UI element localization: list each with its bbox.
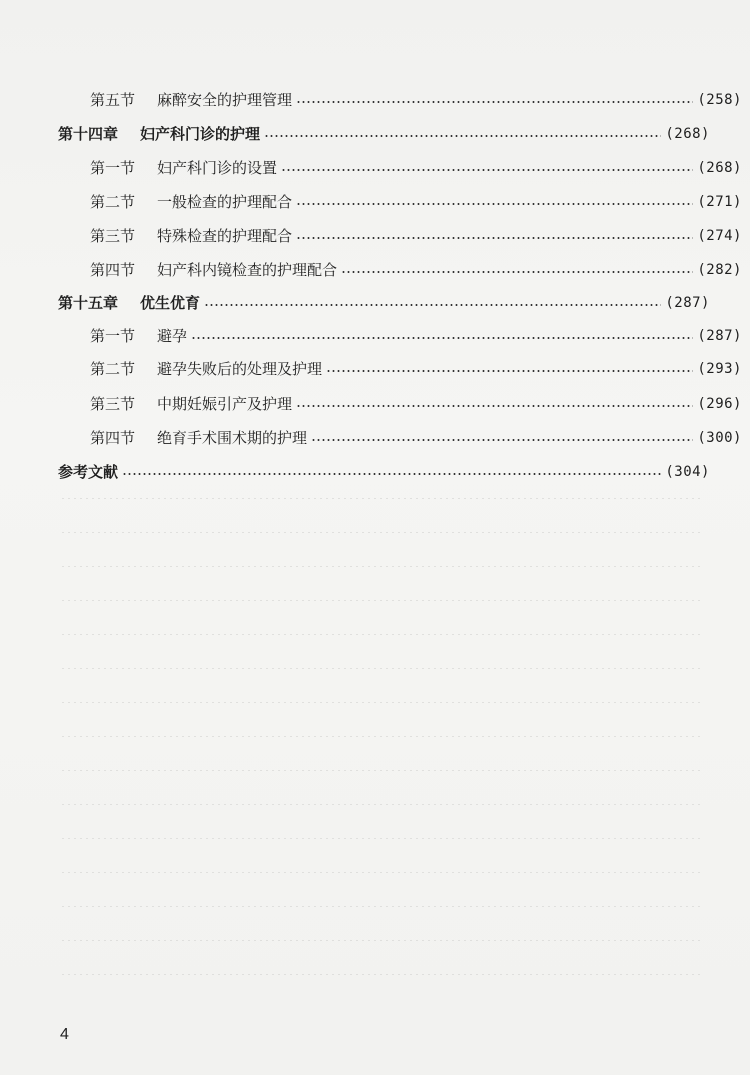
toc-entry-title: 避孕失败后的处理及护理	[157, 360, 323, 378]
toc-page-number: (271)	[697, 194, 742, 210]
toc-chapter-entry	[58, 122, 710, 146]
bleed-through-line	[60, 600, 700, 601]
bleed-through-line	[60, 634, 700, 635]
bleed-through-line	[60, 974, 700, 975]
toc-entry-title: 一般检查的护理配合	[157, 193, 293, 211]
toc-page-number: (296)	[697, 396, 742, 412]
bleed-through-line	[60, 702, 700, 703]
toc-section-entry	[58, 156, 742, 180]
toc-entry-number: 第三节	[90, 395, 136, 413]
toc-section-entry	[58, 426, 742, 450]
toc-section-entry	[58, 357, 742, 381]
toc-page-number: (282)	[697, 262, 742, 278]
bleed-through-line	[60, 838, 700, 839]
toc-entry-title: 绝育手术围术期的护理	[157, 429, 308, 447]
toc-entry-number: 第一节	[90, 159, 136, 177]
dot-leader	[296, 405, 693, 407]
dot-leader	[311, 439, 693, 441]
bleed-through-line	[60, 872, 700, 873]
toc-section-entry	[58, 392, 742, 416]
dot-leader	[296, 203, 693, 205]
toc-page-number: (258)	[697, 92, 742, 108]
dot-leader	[122, 473, 661, 475]
toc-page-number: (274)	[697, 228, 742, 244]
bleed-through-line	[60, 566, 700, 567]
dot-leader	[296, 101, 693, 103]
toc-entry-number: 第二节	[90, 193, 136, 211]
toc-chapter-entry	[58, 291, 710, 315]
bleed-through-line	[60, 532, 700, 533]
dot-leader	[191, 337, 693, 339]
toc-section-entry	[58, 258, 742, 282]
toc-entry-title: 麻醉安全的护理管理	[157, 91, 293, 109]
toc-entry-title: 妇产科门诊的设置	[157, 159, 278, 177]
toc-entry-title: 妇产科门诊的护理	[140, 125, 261, 143]
toc-entry-title: 优生优育	[140, 294, 201, 312]
toc-page-number: (293)	[697, 361, 742, 377]
toc-entry-number: 参考文献	[58, 463, 119, 481]
toc-entry-title: 特殊检查的护理配合	[157, 227, 293, 245]
toc-entry-number: 第二节	[90, 360, 136, 378]
toc-entry-number: 第十四章	[58, 125, 119, 143]
bleed-through-line	[60, 770, 700, 771]
dot-leader	[326, 370, 693, 372]
bleed-through-line	[60, 498, 700, 499]
toc-page-number: (268)	[697, 160, 742, 176]
bleed-through-line	[60, 736, 700, 737]
toc-page-number: (300)	[697, 430, 742, 446]
dot-leader	[264, 135, 661, 137]
toc-chapter-entry	[58, 460, 710, 484]
bleed-through-line	[60, 940, 700, 941]
bleed-through-line	[60, 668, 700, 669]
toc-entry-number: 第五节	[90, 91, 136, 109]
toc-entry-number: 第四节	[90, 261, 136, 279]
toc-page-number: (287)	[697, 328, 742, 344]
toc-section-entry	[58, 324, 742, 348]
page-folio: 4	[60, 1026, 69, 1043]
toc-page-number: (268)	[665, 126, 710, 142]
toc-entry-number: 第三节	[90, 227, 136, 245]
dot-leader	[296, 237, 693, 239]
toc-entry-title: 妇产科内镜检查的护理配合	[157, 261, 338, 279]
dot-leader	[341, 271, 693, 273]
toc-section-entry	[58, 190, 742, 214]
toc-section-entry	[58, 88, 742, 112]
toc-entry-number: 第十五章	[58, 294, 119, 312]
toc-page-number: (287)	[665, 295, 710, 311]
toc-section-entry	[58, 224, 742, 248]
bleed-through-line	[60, 906, 700, 907]
bleed-through-line	[60, 804, 700, 805]
toc-entry-title: 避孕	[157, 327, 188, 345]
dot-leader	[204, 304, 661, 306]
toc-entry-number: 第四节	[90, 429, 136, 447]
toc-page-number: (304)	[665, 464, 710, 480]
toc-entry-title: 中期妊娠引产及护理	[157, 395, 293, 413]
dot-leader	[281, 169, 693, 171]
toc-entry-number: 第一节	[90, 327, 136, 345]
